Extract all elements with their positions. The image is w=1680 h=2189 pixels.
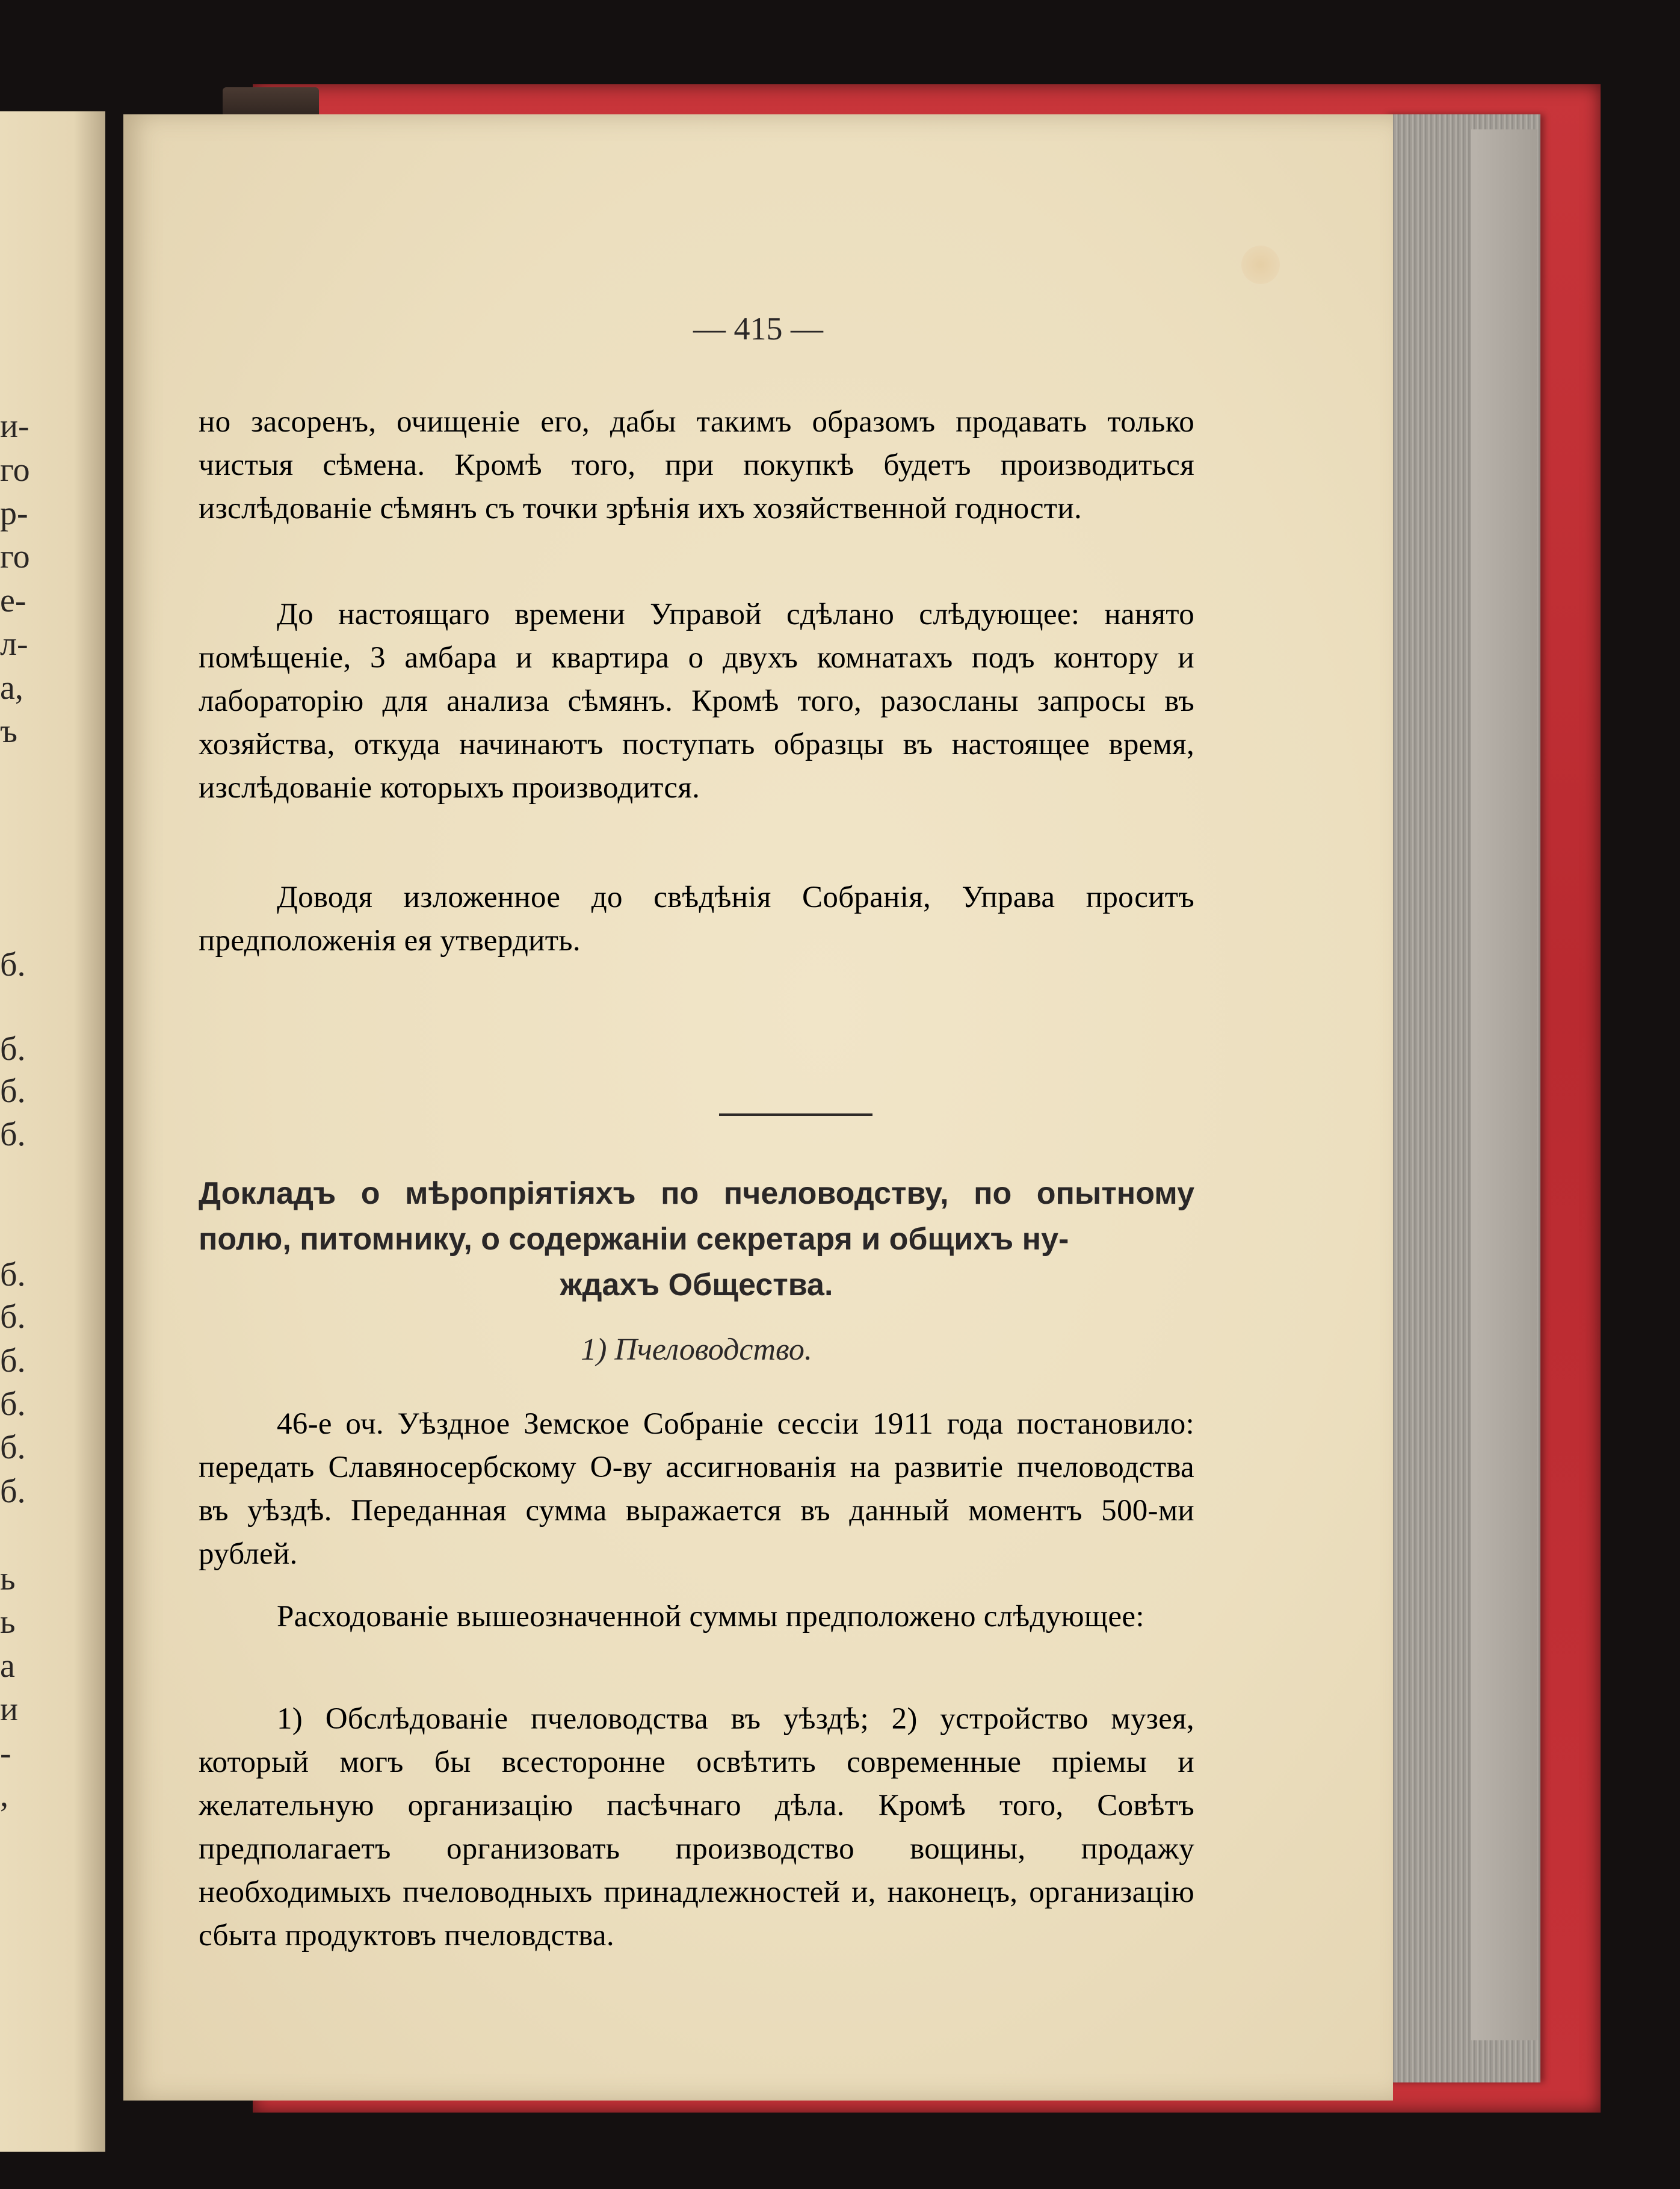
paragraph-2 xyxy=(199,593,1194,810)
paragraph-2-text: До настоящаго времени Управой сдѣлано слѣдующее: нанято помѣщеніе, 3 амбара и квартира о двухъ комнатахъ подъ контору и лабораторію для анализа сѣмянъ. Кромѣ того, разосланы запросы въ хозяйства, откуда начинаютъ поступать образцы въ настоящее время, изслѣдованіе которыхъ производится. xyxy=(199,598,1194,805)
paragraph-3-text: Доводя изложенное до свѣдѣнія Собранія, Управа проситъ предположенія ея утвердить. xyxy=(199,881,1194,958)
left-fragment: а xyxy=(0,1647,15,1685)
left-fragment: б. xyxy=(0,946,26,983)
left-fragment: и xyxy=(0,1691,18,1728)
left-fragment: б. xyxy=(0,1386,26,1423)
subsection-title: 1) Пчеловодство. xyxy=(581,1333,812,1367)
left-fragment: б. xyxy=(0,1256,26,1293)
section-divider xyxy=(719,1113,872,1116)
left-fragment: ь xyxy=(0,1560,16,1597)
paragraph-6-text: 1) Обслѣдованіе пчеловодства въ уѣздѣ; 2) устройство музея, который могъ бы всесторонне освѣтить современные пріемы и желательную организацію пасѣчнаго дѣла. Кромѣ того, Совѣтъ предполагаетъ организовать производство вощины, продажу необходимыхъ пчеловодныхъ принадлежностей и, наконецъ, организацію сбыта продуктовъ пчеловдства. xyxy=(199,1702,1194,1952)
page-edges-inner xyxy=(1471,129,1537,2040)
left-fragment: и- xyxy=(0,407,29,445)
paper-stain xyxy=(1241,246,1280,284)
left-fragment: б. xyxy=(0,1298,26,1336)
left-fragment: б. xyxy=(0,1073,26,1110)
left-fragment: го xyxy=(0,538,30,575)
paragraph-1 xyxy=(199,400,1194,530)
left-fragment: го xyxy=(0,451,30,489)
book-page xyxy=(123,114,1393,2101)
left-fragment: б. xyxy=(0,1473,26,1510)
paragraph-5-text: Расходованіе вышеозначенной суммы предположено слѣдующее: xyxy=(277,1600,1144,1633)
left-fragment: , xyxy=(0,1777,8,1814)
left-fragment: ь xyxy=(0,1603,16,1641)
left-fragment: л- xyxy=(0,625,28,663)
section-heading-last-line: ждахъ Общества. xyxy=(560,1268,833,1302)
left-fragment: б. xyxy=(0,1030,26,1068)
left-fragment: ъ xyxy=(0,713,17,750)
paragraph-4-text: 46-е оч. Уѣздное Земское Собраніе сессіи 1911 года постановило: передать Славяносербскому О-ву ассигнованія на развитіе пчеловодства въ уѣздѣ. Переданная сумма выражается въ данный моментъ 500-ми рублей. xyxy=(199,1407,1194,1571)
left-fragment: р- xyxy=(0,495,28,532)
paragraph-5 xyxy=(199,1595,1194,1638)
left-fragment: а, xyxy=(0,669,23,707)
paragraph-1-text: но засоренъ, очищеніе его, дабы такимъ образомъ продавать только чистыя сѣмена. Кромѣ того, при покупкѣ будетъ производиться изслѣдованіе сѣмянъ съ точки зрѣнія ихъ хозяйственной годности. xyxy=(199,405,1194,525)
left-fragment: б. xyxy=(0,1116,26,1153)
paragraph-6 xyxy=(199,1697,1194,1957)
page-number: — 415 — xyxy=(693,311,823,347)
left-fragment: - xyxy=(0,1735,11,1772)
left-fragment: б. xyxy=(0,1342,26,1379)
section-heading: Докладъ о мѣропріятіяхъ по пчеловодству, по опытному полю, питомнику, о содержаніи секретаря и общихъ ну- xyxy=(199,1176,1194,1257)
left-fragment: е- xyxy=(0,582,26,619)
left-facing-page xyxy=(0,111,105,2152)
paragraph-4 xyxy=(199,1402,1194,1576)
left-fragment: б. xyxy=(0,1429,26,1466)
paragraph-3 xyxy=(199,876,1194,962)
